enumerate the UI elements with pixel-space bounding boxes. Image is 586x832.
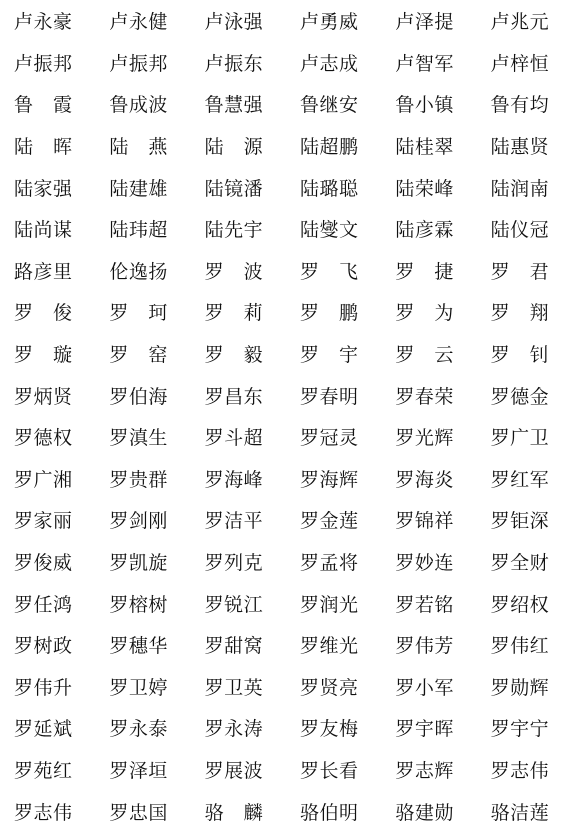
name-cell: 陆桂翠 (395, 136, 454, 159)
name-cell: 骆建勋 (395, 801, 454, 824)
name-cell: 罗永涛 (204, 718, 264, 741)
name-cell: 卢泳强 (204, 11, 264, 34)
name-cell: 罗 钊 (490, 344, 550, 367)
name-cell: 陆家强 (14, 177, 73, 200)
name-cell: 罗 捷 (395, 260, 454, 283)
name-cell: 罗洁平 (204, 510, 264, 533)
name-cell: 罗任鸿 (14, 593, 73, 616)
name-cell: 罗若铭 (395, 593, 454, 616)
name-cell: 罗甜窝 (204, 635, 264, 658)
name-cell: 罗广湘 (14, 468, 73, 491)
name-cell: 陆建雄 (109, 177, 168, 200)
name-cell: 罗伯海 (109, 385, 168, 408)
name-cell: 卢智军 (395, 52, 454, 75)
name-cell: 卢振东 (204, 52, 264, 75)
name-cell: 陆燮文 (300, 219, 359, 242)
name-cell: 卢振邦 (14, 52, 73, 75)
name-cell: 罗德权 (14, 427, 73, 450)
name-cell: 罗宇宁 (490, 718, 550, 741)
name-cell: 陆玮超 (109, 219, 168, 242)
name-cell: 陆镜潘 (204, 177, 264, 200)
name-cell: 罗穗华 (109, 635, 168, 658)
name-cell: 卢振邦 (109, 52, 168, 75)
name-cell: 罗海辉 (300, 468, 359, 491)
name-cell: 罗春荣 (395, 385, 454, 408)
name-cell: 罗长看 (300, 759, 359, 782)
name-cell: 罗光辉 (395, 427, 454, 450)
name-cell: 罗 璇 (14, 344, 73, 367)
name-cell: 骆伯明 (300, 801, 359, 824)
name-cell: 罗小军 (395, 676, 454, 699)
name-cell: 罗榕树 (109, 593, 168, 616)
name-cell: 罗金莲 (300, 510, 359, 533)
name-cell: 罗伟芳 (395, 635, 454, 658)
name-cell: 陆 源 (204, 136, 264, 159)
name-cell: 罗红军 (490, 468, 550, 491)
name-cell: 罗贤亮 (300, 676, 359, 699)
name-cell: 罗钜深 (490, 510, 550, 533)
name-cell: 陆 晖 (14, 136, 73, 159)
name-cell: 罗孟将 (300, 552, 359, 575)
name-cell: 罗 窑 (109, 344, 168, 367)
name-cell: 罗 飞 (300, 260, 359, 283)
name-cell: 罗维光 (300, 635, 359, 658)
name-cell: 罗 为 (395, 302, 454, 325)
name-cell: 罗志伟 (14, 801, 73, 824)
name-cell: 卢永健 (109, 11, 168, 34)
name-cell: 陆璐聪 (300, 177, 359, 200)
name-cell: 陆惠贤 (490, 136, 550, 159)
name-cell: 鲁继安 (300, 94, 359, 117)
name-cell: 卢永豪 (14, 11, 73, 34)
name-cell: 路彦里 (14, 260, 73, 283)
name-cell: 罗广卫 (490, 427, 550, 450)
name-cell: 陆荣峰 (395, 177, 454, 200)
name-cell: 陆仪冠 (490, 219, 550, 242)
name-cell: 罗锦祥 (395, 510, 454, 533)
name-cell: 卢志成 (300, 52, 359, 75)
name-cell: 罗 珂 (109, 302, 168, 325)
name-cell: 罗 翔 (490, 302, 550, 325)
name-cell: 罗斗超 (204, 427, 264, 450)
name-cell: 罗凯旋 (109, 552, 168, 575)
name-cell: 骆洁莲 (490, 801, 550, 824)
name-cell: 罗剑刚 (109, 510, 168, 533)
name-cell: 陆超鹏 (300, 136, 359, 159)
name-cell: 罗 宇 (300, 344, 359, 367)
name-cell: 罗 云 (395, 344, 454, 367)
name-cell: 鲁慧强 (204, 94, 264, 117)
name-cell: 罗锐江 (204, 593, 264, 616)
name-cell: 陆尚谋 (14, 219, 73, 242)
name-cell: 罗卫英 (204, 676, 264, 699)
name-cell: 罗伟红 (490, 635, 550, 658)
name-cell: 罗延斌 (14, 718, 73, 741)
name-cell: 卢梓恒 (490, 52, 550, 75)
name-cell: 罗海峰 (204, 468, 264, 491)
name-cell: 罗忠国 (109, 801, 168, 824)
name-cell: 罗友梅 (300, 718, 359, 741)
name-cell: 罗炳贤 (14, 385, 73, 408)
name-cell: 罗泽垣 (109, 759, 168, 782)
name-cell: 陆润南 (490, 177, 550, 200)
name-cell: 罗家丽 (14, 510, 73, 533)
name-cell: 陆先宇 (204, 219, 264, 242)
name-cell: 卢兆元 (490, 11, 550, 34)
name-cell: 罗全财 (490, 552, 550, 575)
name-cell: 罗润光 (300, 593, 359, 616)
name-cell: 罗贵群 (109, 468, 168, 491)
name-cell: 骆 麟 (204, 801, 264, 824)
name-cell: 罗妙连 (395, 552, 454, 575)
name-cell: 鲁有均 (490, 94, 550, 117)
name-cell: 伦逸扬 (109, 260, 168, 283)
name-cell: 陆 燕 (109, 136, 168, 159)
name-cell: 鲁小镇 (395, 94, 454, 117)
name-cell: 罗 莉 (204, 302, 264, 325)
name-cell: 罗 君 (490, 260, 550, 283)
name-cell: 罗苑红 (14, 759, 73, 782)
name-cell: 罗 波 (204, 260, 264, 283)
name-cell: 陆彦霖 (395, 219, 454, 242)
name-cell: 罗春明 (300, 385, 359, 408)
name-cell: 罗宇晖 (395, 718, 454, 741)
name-cell: 鲁 霞 (14, 94, 73, 117)
name-cell: 罗德金 (490, 385, 550, 408)
name-cell: 罗志辉 (395, 759, 454, 782)
name-cell: 罗俊威 (14, 552, 73, 575)
name-cell: 罗 毅 (204, 344, 264, 367)
name-cell: 罗海炎 (395, 468, 454, 491)
name-cell: 罗昌东 (204, 385, 264, 408)
name-cell: 罗冠灵 (300, 427, 359, 450)
name-cell: 卢勇威 (300, 11, 359, 34)
name-cell: 罗滇生 (109, 427, 168, 450)
name-cell: 鲁成波 (109, 94, 168, 117)
name-cell: 罗志伟 (490, 759, 550, 782)
name-cell: 罗绍权 (490, 593, 550, 616)
name-cell: 罗 俊 (14, 302, 73, 325)
name-cell: 罗列克 (204, 552, 264, 575)
name-cell: 罗卫婷 (109, 676, 168, 699)
name-cell: 罗树政 (14, 635, 73, 658)
name-cell: 卢泽提 (395, 11, 454, 34)
name-cell: 罗永泰 (109, 718, 168, 741)
name-cell: 罗 鹏 (300, 302, 359, 325)
name-cell: 罗展波 (204, 759, 264, 782)
name-cell: 罗伟升 (14, 676, 73, 699)
name-cell: 罗勋辉 (490, 676, 550, 699)
